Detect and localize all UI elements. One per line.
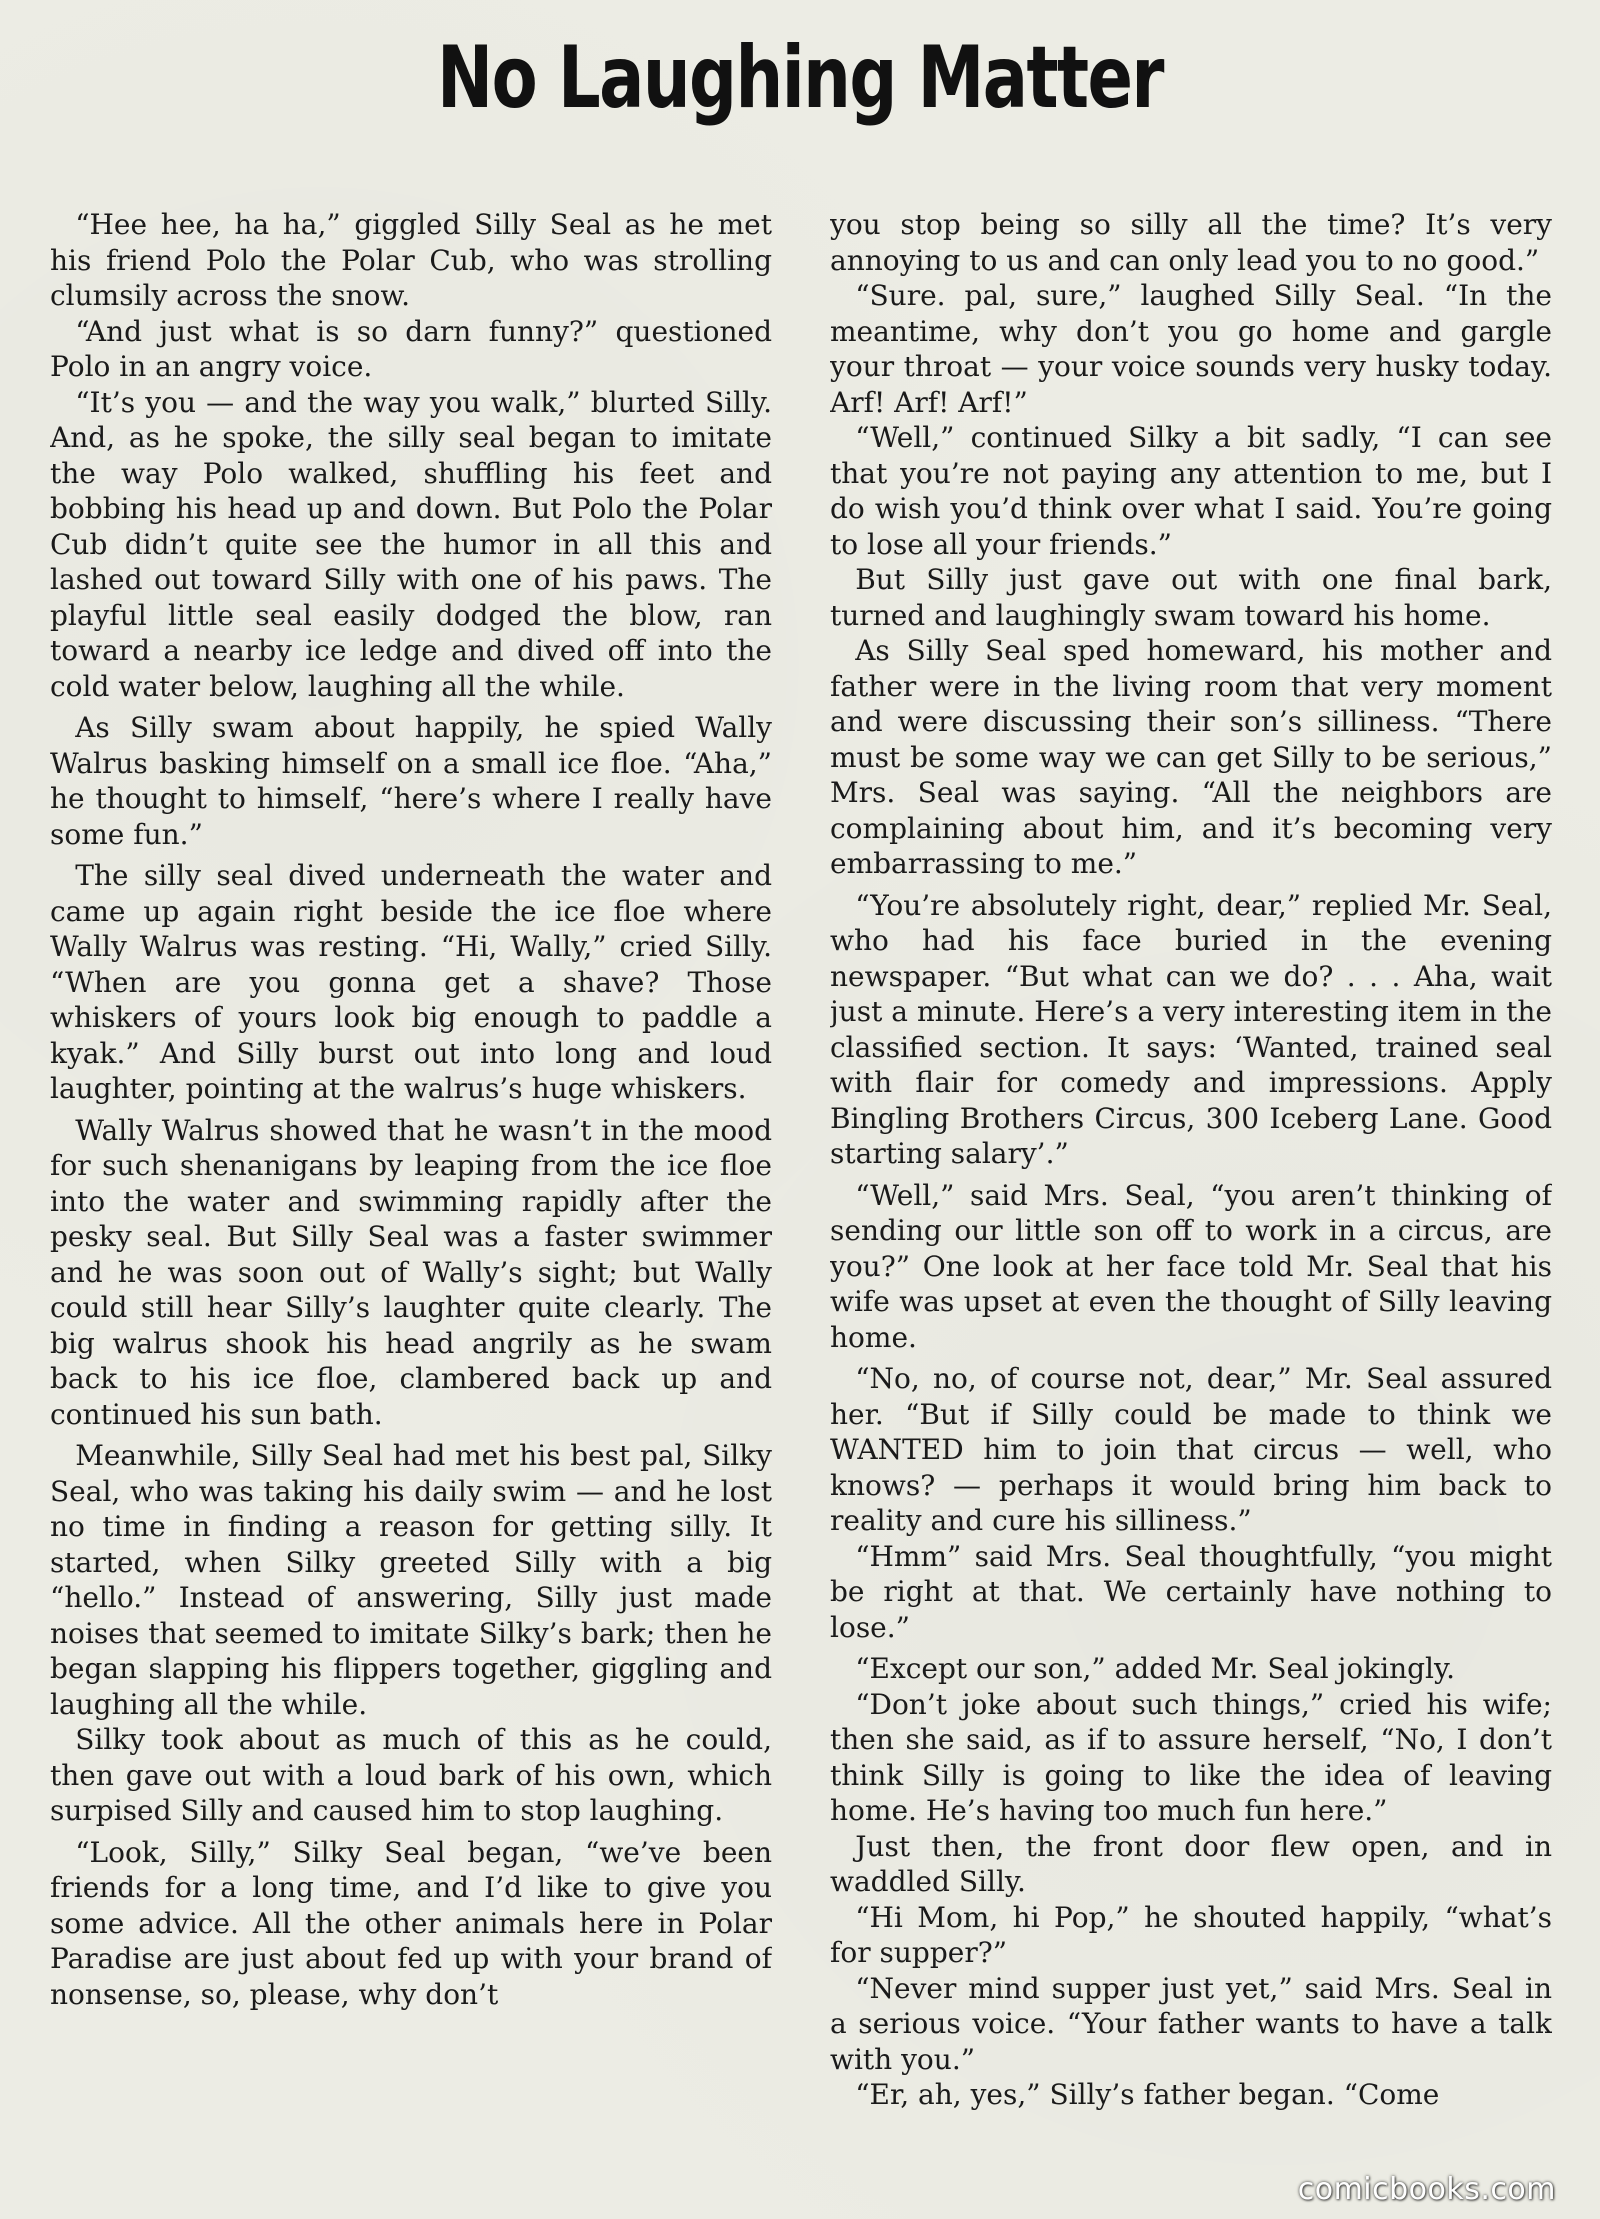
paragraph: “Well,” said Mrs. Seal, “you aren’t thinking of sending our little son off to work in a circus, are you?” One look at her face told Mr. Seal that his wife was upset at even the thought of Silly leaving home. (830, 1178, 1552, 1354)
paragraph: “Hi Mom, hi Pop,” he shouted happily, “what’s for supper?” (830, 1900, 1552, 1969)
paragraph: you stop being so silly all the time? It’s very annoying to us and can only lead you to no good.” (830, 208, 1552, 277)
paragraph: But Silly just gave out with one final bark, turned and laughingly swam toward his home. (830, 563, 1552, 632)
paragraph: “Never mind supper just yet,” said Mrs. Seal in a serious voice. “Your father wants to have a talk with you.” (830, 1971, 1552, 2076)
paragraph: Wally Walrus showed that he wasn’t in the mood for such shenanigans by leaping from the ice floe into the water and swimming rapidly after the pesky seal. But Silly Seal was a faster swimmer and he was soon out of Wally’s sight; but Wally could still hear Silly’s laughter quite clearly. The big walrus shook his head angrily as he swam back to his ice floe, clambered back up and continued his sun bath. (50, 1113, 772, 1431)
right-column (830, 207, 1552, 2167)
paragraph: The silly seal dived underneath the water and came up again right beside the ice floe where Wally Walrus was resting. “Hi, Wally,” cried Silly. “When are you gonna get a shave? Those whiskers of yours look big enough to paddle a kyak.” And Silly burst out into long and loud laughter, pointing at the walrus’s huge whiskers. (50, 859, 772, 1105)
paragraph: “It’s you — and the way you walk,” blurted Silly. And, as he spoke, the silly seal began to imitate the way Polo walked, shuffling his feet and bobbing his head up and down. But Polo the Polar Cub didn’t quite see the humor in all this and lashed out toward Silly with one of his paws. The playful little seal easily dodged the blow, ran toward a nearby ice ledge and dived off into the cold water below, laughing all the while. (50, 385, 772, 703)
paragraph: Meanwhile, Silly Seal had met his best pal, Silky Seal, who was taking his daily swim — and he lost no time in finding a reason for getting silly. It started, when Silky greeted Silly with a big “hello.” Instead of answering, Silly just made noises that seemed to imitate Silky’s bark; then he began slapping his flippers together, giggling and laughing all the while. (50, 1439, 772, 1721)
paragraph: Just then, the front door flew open, and in waddled Silly. (830, 1829, 1552, 1898)
paragraph: “Sure. pal, sure,” laughed Silly Seal. “In the meantime, why don’t you go home and gargle your throat — your voice sounds very husky today. Arf! Arf! Arf!” (830, 279, 1552, 419)
paragraph: “And just what is so darn funny?” questioned Polo in an angry voice. (50, 314, 772, 383)
paragraph: As Silly swam about happily, he spied Wally Walrus basking himself on a small ice floe. “Aha,” he thought to himself, “here’s where I really have some fun.” (50, 711, 772, 851)
story-title: No Laughing Matter (437, 28, 1163, 128)
paragraph: “Er, ah, yes,” Silly’s father began. “Come (855, 2078, 1440, 2111)
left-column (50, 207, 772, 2167)
paragraph: Silky took about as much of this as he could, then gave out with a loud bark of his own, which surpised Silly and caused him to stop laughing. (50, 1723, 772, 1827)
paragraph: “Except our son,” added Mr. Seal jokingly. (855, 1652, 1455, 1685)
paragraph: “Don’t joke about such things,” cried his wife; then she said, as if to assure herself, “No, I don’t think Silly is going to like the idea of leaving home. He’s having too much fun here.” (830, 1687, 1552, 1827)
paragraph: “Well,” continued Silky a bit sadly, “I can see that you’re not paying any attention to me, but I do wish you’d think over what I said. You’re going to lose all your friends.” (830, 421, 1552, 561)
paragraph: “Look, Silly,” Silky Seal began, “we’ve been friends for a long time, and I’d like to give you some advice. All the other animals here in Polar Paradise are just about fed up with your brand of nonsense, so, please, why don’t (50, 1835, 772, 2011)
paragraph: “You’re absolutely right, dear,” replied Mr. Seal, who had his face buried in the evening newspaper. “But what can we do? . . . Aha, wait just a minute. Here’s a very interesting item in the classified section. It says: ‘Wanted, trained seal with flair for comedy and impressions. Apply Bingling Brothers Circus, 300 Iceberg Lane. Good starting salary’.” (830, 888, 1552, 1170)
paragraph: “Hmm” said Mrs. Seal thoughtfully, “you might be right at that. We certainly have nothing to lose.” (830, 1539, 1552, 1644)
paragraph: As Silly Seal sped homeward, his mother and father were in the living room that very moment and were discussing their son’s silliness. “There must be some way we can get Silly to be serious,” Mrs. Seal was saying. “All the neighbors are complaining about him, and it’s becoming very embarrassing to me.” (830, 634, 1552, 880)
paragraph: “Hee hee, ha ha,” giggled Silly Seal as he met his friend Polo the Polar Cub, who was strolling clumsily across the snow. (50, 208, 772, 312)
paragraph: “No, no, of course not, dear,” Mr. Seal assured her. “But if Silly could be made to think we WANTED him to join that circus — well, who knows? — perhaps it would bring him back to reality and cure his silliness.” (830, 1362, 1552, 1537)
site-watermark: comicbooks.com (1297, 2172, 1556, 2207)
